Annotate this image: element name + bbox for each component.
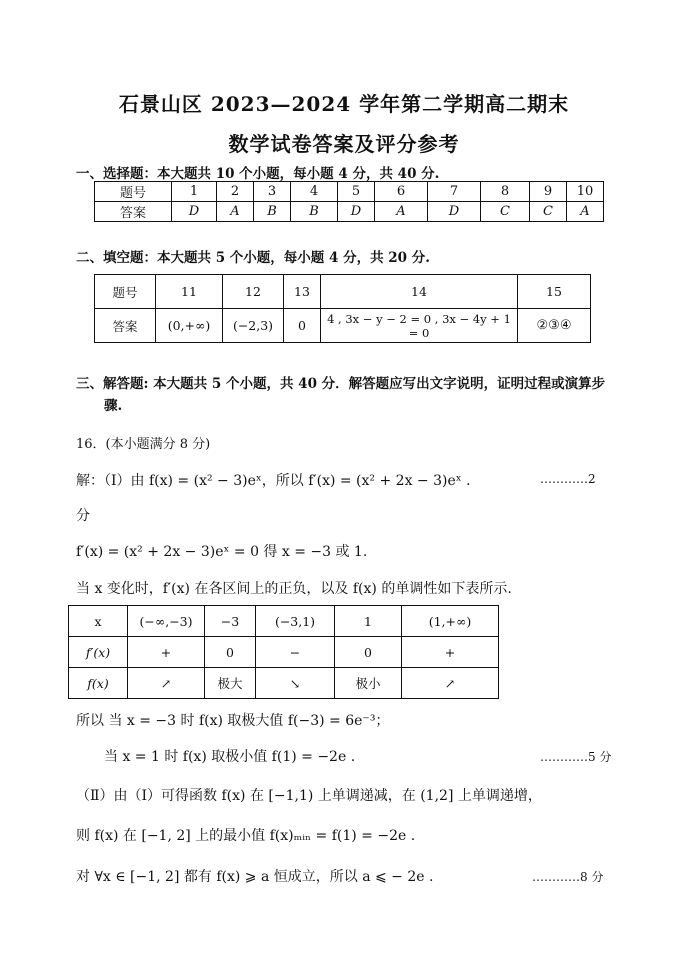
table-cell: 14 xyxy=(321,275,518,309)
q16-line-1: 解：（Ⅰ）由 f(x) = (x² − 3)eˣ，所以 f′(x) = (x² + 2x − 3)eˣ . xyxy=(76,473,471,489)
score-mark: …………8 分 xyxy=(532,870,604,884)
table-cell: + xyxy=(128,637,205,668)
table-cell: 11 xyxy=(156,275,223,309)
row-label-question: 题号 xyxy=(95,275,156,309)
table-cell: − xyxy=(256,637,335,668)
table-cell: 12 xyxy=(223,275,284,309)
section-1-heading: 一、选择题：本大题共 10 个小题，每小题 4 分，共 40 分. xyxy=(76,166,440,182)
table-cell: 15 xyxy=(518,275,591,309)
table-cell: 3 xyxy=(254,182,291,202)
table-cell: 4 , 3x − y − 2 = 0 , 3x − 4y + 1 = 0 xyxy=(321,309,518,343)
q16-line-4: 所以 当 x = −3 时 f(x) 取极大值 f(−3) = 6e⁻³； xyxy=(76,713,390,729)
page-subtitle: 数学试卷答案及评分参考 xyxy=(228,132,460,156)
table-cell: 0 xyxy=(205,637,256,668)
table-cell: 1 xyxy=(172,182,217,202)
table-cell: (−3,1) xyxy=(256,606,335,637)
table-cell: (−∞,−3) xyxy=(128,606,205,637)
table-cell: B xyxy=(291,202,338,222)
table-cell: C xyxy=(530,202,567,222)
q16-title: 16．(本小题满分 8 分) xyxy=(76,437,211,452)
table-cell: 0 xyxy=(284,309,321,343)
section-3-heading-cont: 骤. xyxy=(104,398,123,414)
table-cell: A xyxy=(375,202,428,222)
table-cell: 极大 xyxy=(205,668,256,699)
score-mark: …………2 xyxy=(540,472,596,486)
table-cell: 13 xyxy=(284,275,321,309)
table-cell: + xyxy=(402,637,499,668)
row-label-question: 题号 xyxy=(95,182,172,202)
table-cell: 0 xyxy=(335,637,402,668)
table-cell: 7 xyxy=(428,182,481,202)
table-cell: ↘ xyxy=(256,668,335,699)
section-2-heading: 二、填空题：本大题共 5 个小题，每小题 4 分，共 20 分. xyxy=(76,250,430,266)
q16-line-3: 当 x 变化时，f′(x) 在各区间上的正负，以及 f(x) 的单调性如下表所示. xyxy=(76,581,512,597)
table-cell: D xyxy=(428,202,481,222)
q16-line-7: 则 f(x) 在 [−1, 2] 上的最小值 f(x)ₘᵢₙ = f(1) = −2e . xyxy=(76,828,416,844)
row-label-answer: 答案 xyxy=(95,202,172,222)
table-cell: (−2,3) xyxy=(223,309,284,343)
table-cell: 10 xyxy=(567,182,604,202)
table-row xyxy=(95,309,591,343)
table-cell: B xyxy=(254,202,291,222)
table-cell: ②③④ xyxy=(518,309,591,343)
table-cell: A xyxy=(217,202,254,222)
table-cell: 9 xyxy=(530,182,567,202)
fill-answer-table xyxy=(94,274,591,343)
table-cell: x xyxy=(69,606,128,637)
table-cell: C xyxy=(481,202,530,222)
q16-line-2: f′(x) = (x² + 2x − 3)eˣ = 0 得 x = −3 或 1. xyxy=(76,544,368,560)
monotonicity-table xyxy=(68,605,499,699)
table-cell: A xyxy=(567,202,604,222)
table-cell: −3 xyxy=(205,606,256,637)
table-row xyxy=(69,637,499,668)
table-cell: ↗ xyxy=(402,668,499,699)
table-cell: 6 xyxy=(375,182,428,202)
table-cell: D xyxy=(172,202,217,222)
table-cell: 5 xyxy=(338,182,375,202)
section-3-heading: 三、解答题: 本大题共 5 个小题，共 40 分．解答题应写出文字说明，证明过程或演算步 xyxy=(76,376,606,392)
page-title: 石景山区 2023—2024 学年第二学期高二期末 xyxy=(118,92,570,116)
table-cell: 2 xyxy=(217,182,254,202)
table-cell: (1,+∞) xyxy=(402,606,499,637)
table-row xyxy=(69,668,499,699)
table-cell: 1 xyxy=(335,606,402,637)
table-cell: (0,+∞) xyxy=(156,309,223,343)
score-unit: 分 xyxy=(76,508,90,524)
q16-line-8: 对 ∀x ∈ [−1, 2] 都有 f(x) ⩾ a 恒成立，所以 a ⩽ − 2e . xyxy=(76,869,434,885)
q16-line-6: （Ⅱ）由（Ⅰ）可得函数 f(x) 在 [−1,1) 上单调递减，在 (1,2] 上单调递增， xyxy=(76,788,542,804)
table-cell: ↗ xyxy=(128,668,205,699)
table-cell: 8 xyxy=(481,182,530,202)
choice-answer-table xyxy=(94,181,604,222)
table-cell: D xyxy=(338,202,375,222)
table-row xyxy=(95,275,591,309)
table-row xyxy=(69,606,499,637)
table-cell: f(x) xyxy=(69,668,128,699)
row-label-answer: 答案 xyxy=(95,309,156,343)
table-cell: f′(x) xyxy=(69,637,128,668)
table-cell: 4 xyxy=(291,182,338,202)
table-row xyxy=(95,202,604,222)
table-cell: 极小 xyxy=(335,668,402,699)
score-mark: …………5 分 xyxy=(540,750,612,764)
table-row xyxy=(95,182,604,202)
q16-line-5: 当 x = 1 时 f(x) 取极小值 f(1) = −2e . xyxy=(104,749,356,765)
